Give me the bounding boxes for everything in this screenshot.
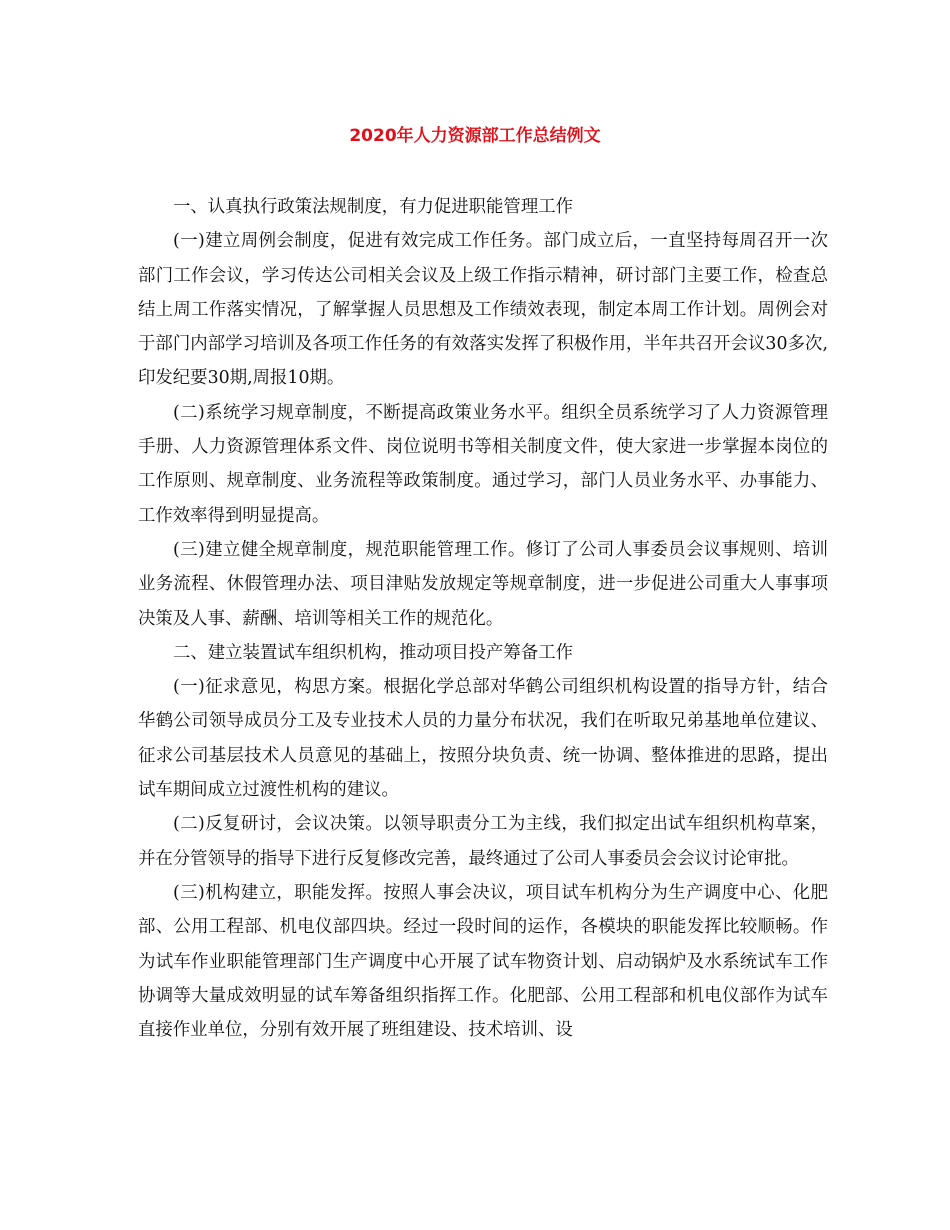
document-title: 2020年人力资源部工作总结例文 bbox=[349, 126, 601, 146]
paragraph-weekly-meeting: (一)建立周例会制度，促进有效完成工作任务。部门成立后，一直坚持每周召开一次部门工作会议，学习传达公司相关会议及上级工作指示精神，研讨部门主要工作，检查总结上周工作落实情况，了解掌握人员思想及工作绩效表现，制定本周工作计划。周例会对于部门内部学习培训及各项工作任务的有效落实发挥了积极作用，半年共召开会议30多次,印发纪要30期,周报10期。 bbox=[138, 231, 828, 389]
section-heading-1: 一、认真执行政策法规制度，有力促进职能管理工作 bbox=[173, 197, 573, 217]
paragraph-rules-improvement: (三)建立健全规章制度，规范职能管理工作。修订了公司人事委员会议事规则、培训业务流程、休假管理办法、项目津贴发放规定等规章制度，进一步促进公司重大人事事项决策及人事、薪酬、培训等相关工作的规范化。 bbox=[138, 539, 828, 629]
paragraph-solicit-opinions: (一)征求意见，构思方案。根据化学总部对华鹤公司组织机构设置的指导方针，结合华鹤公司领导成员分工及专业技术人员的力量分布状况，我们在听取兄弟基地单位建议、征求公司基层技术人员意见的基础上，按照分块负责、统一协调、整体推进的思路，提出试车期间成立过渡性机构的建议。 bbox=[138, 677, 828, 801]
paragraph-organization-setup: (三)机构建立，职能发挥。按照人事会决议，项目试车机构分为生产调度中心、化肥部、公用工程部、机电仪部四块。经过一段时间的运作，各模块的职能发挥比较顺畅。作为试车作业职能管理部门生产调度中心开展了试车物资计划、启动锅炉及水系统试车工作协调等大量成效明显的试车筹备组织指挥工作。化肥部、公用工程部和机电仪部作为试车直接作业单位，分别有效开展了班组建设、技术培训、设 bbox=[138, 882, 828, 1041]
document-body bbox=[138, 190, 828, 1047]
paragraph-rules-study: (二)系统学习规章制度，不断提高政策业务水平。组织全员系统学习了人力资源管理手册、人力资源管理体系文件、岗位说明书等相关制度文件，使大家进一步掌握本岗位的工作原则、规章制度、业务流程等政策制度。通过学习，部门人员业务水平、办事能力、工作效率得到明显提高。 bbox=[138, 402, 828, 526]
paragraph-repeated-discussion: (二)反复研讨，会议决策。以领导职责分工为主线，我们拟定出试车组织机构草案，并在分管领导的指导下进行反复修改完善，最终通过了公司人事委员会会议讨论审批。 bbox=[138, 814, 828, 869]
section-heading-2: 二、建立装置试车组织机构，推动项目投产筹备工作 bbox=[173, 642, 573, 663]
